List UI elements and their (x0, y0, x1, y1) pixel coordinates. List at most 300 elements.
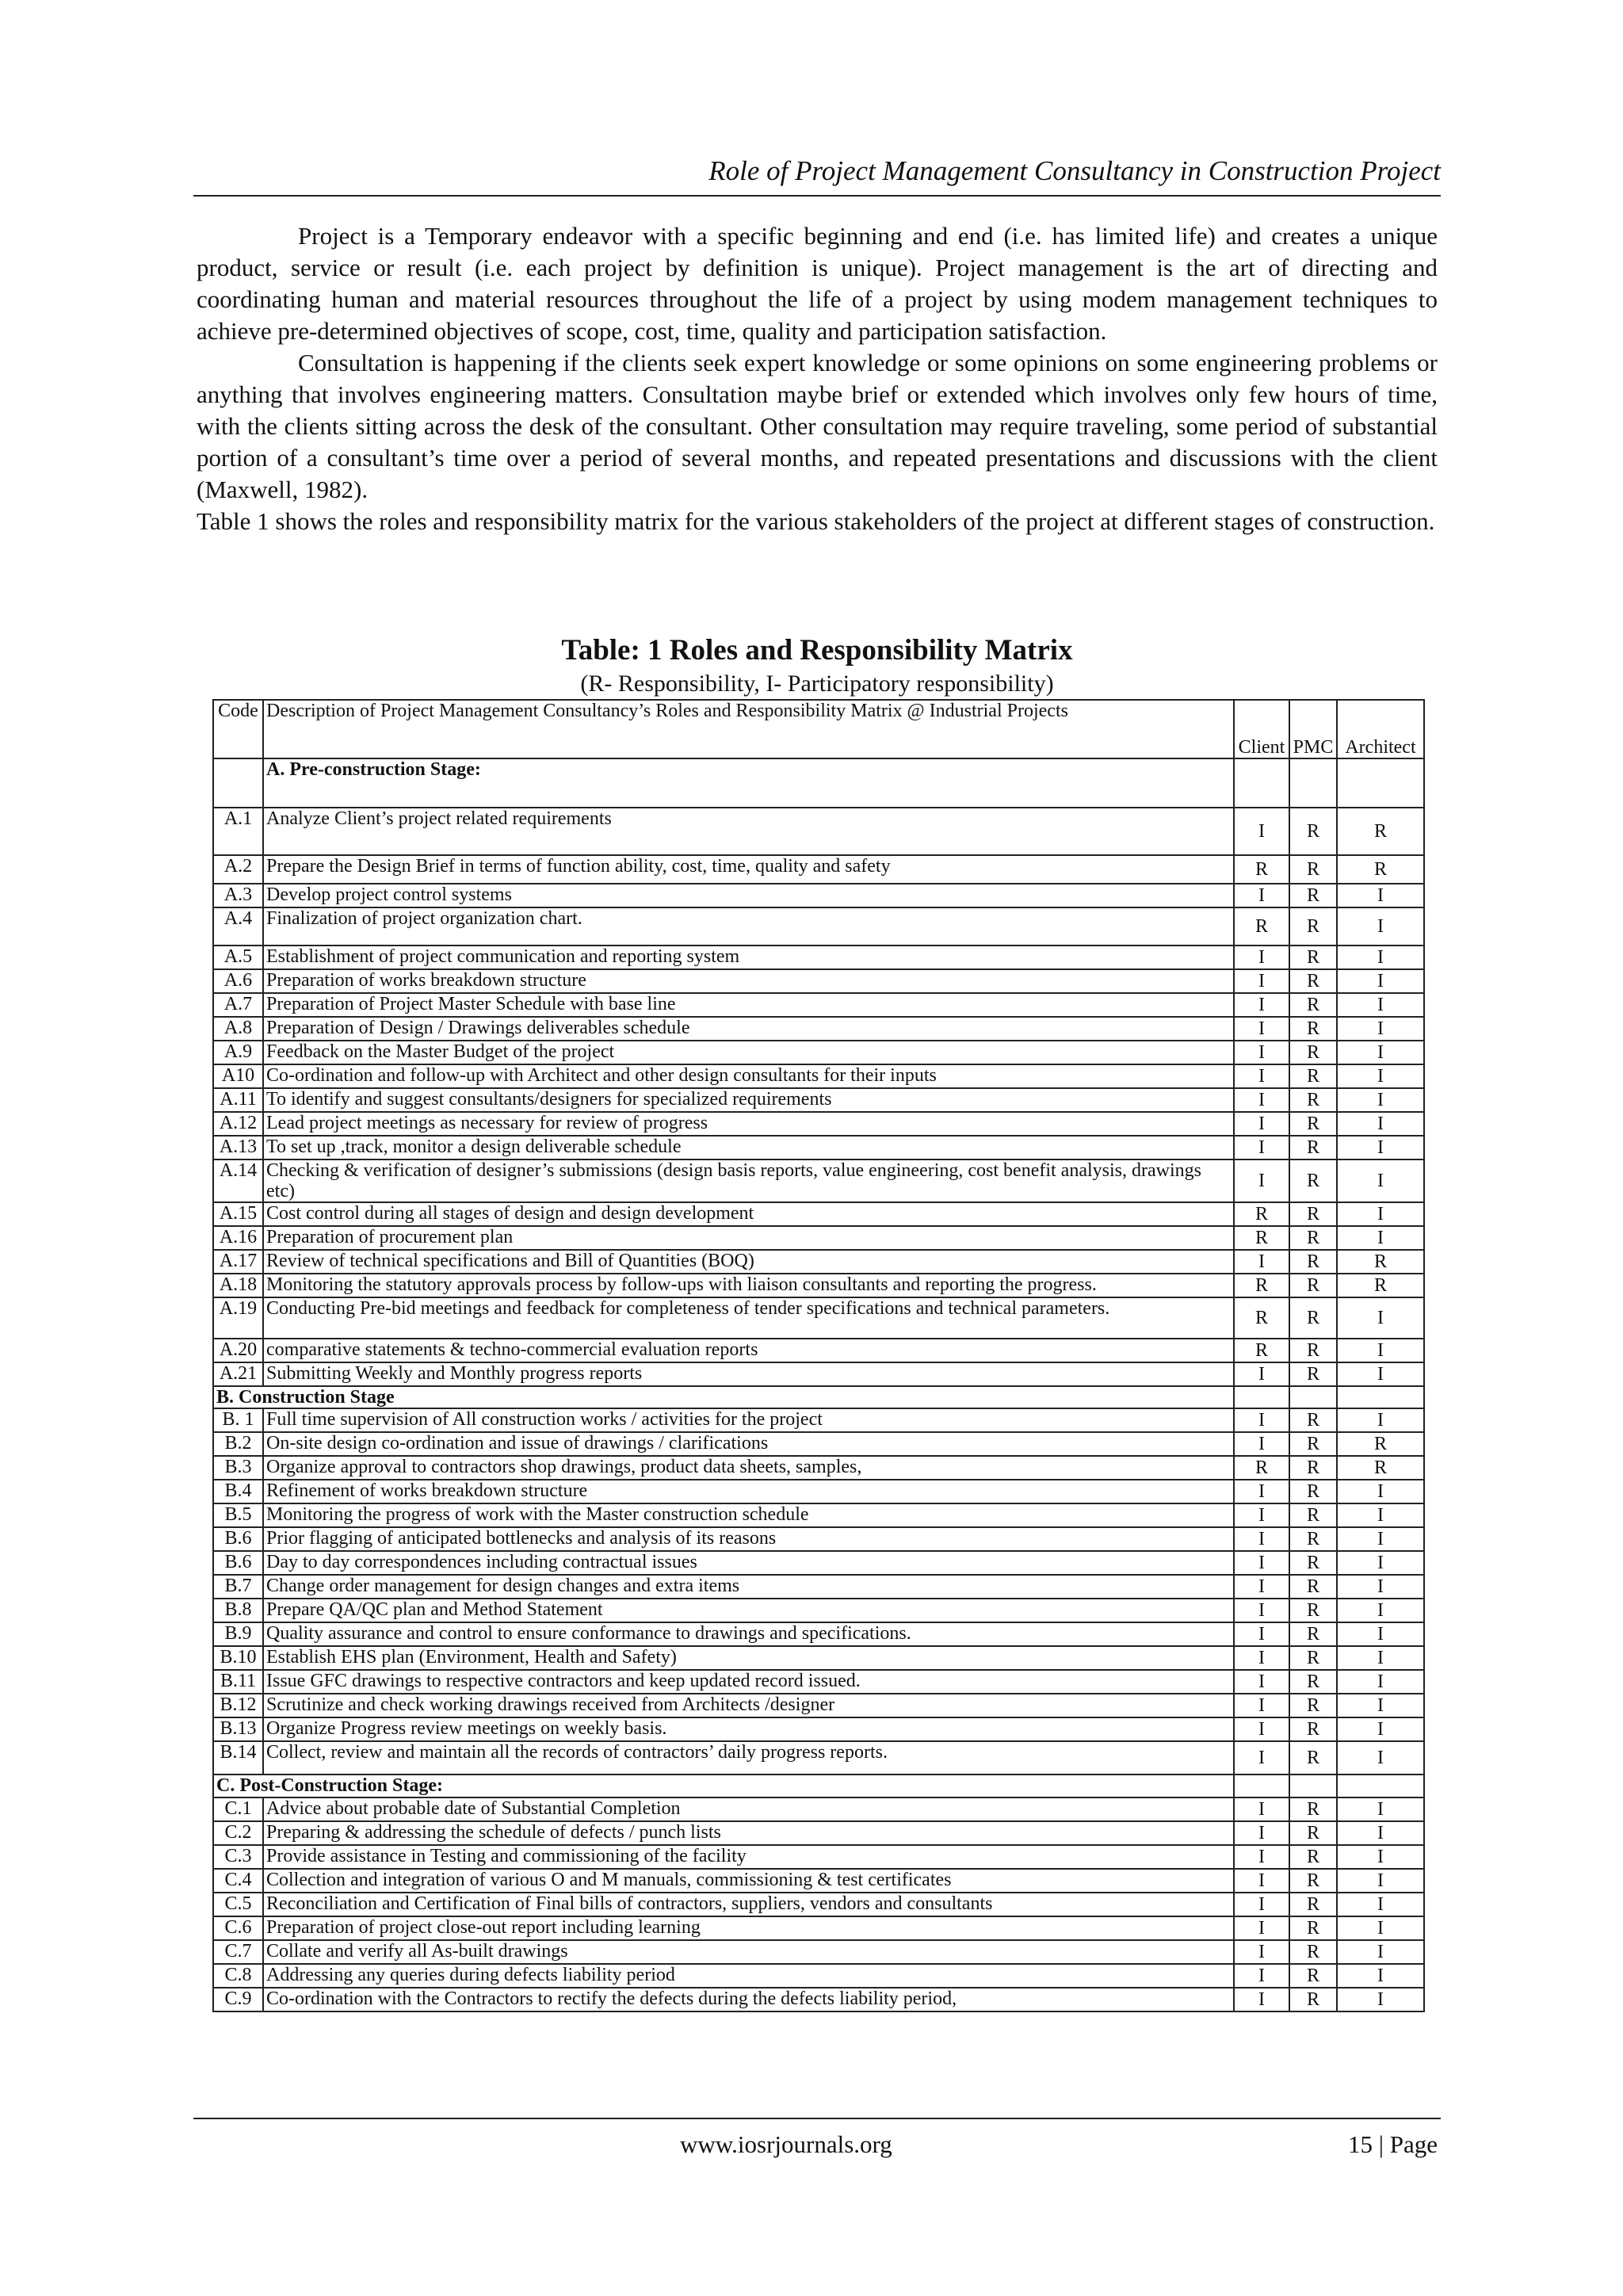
row-pmc: R (1289, 1274, 1337, 1297)
row-architect: I (1337, 946, 1424, 969)
table-row (213, 1503, 1424, 1527)
row-code: A.9 (213, 1041, 263, 1064)
row-pmc: R (1289, 1297, 1337, 1339)
table-row (213, 808, 1424, 855)
row-pmc: R (1289, 1088, 1337, 1112)
row-client: I (1234, 1408, 1289, 1432)
table-row (213, 1339, 1424, 1362)
row-architect: I (1337, 1112, 1424, 1136)
row-description: Preparation of Design / Drawings deliverables schedule (263, 1017, 1234, 1041)
stage-pmc-cell (1289, 758, 1337, 808)
row-client: R (1234, 855, 1289, 884)
row-description: Scrutinize and check working drawings received from Architects /designer (263, 1694, 1234, 1717)
row-description: Monitoring the progress of work with the Master construction schedule (263, 1503, 1234, 1527)
table-row (213, 993, 1424, 1017)
row-architect: I (1337, 1041, 1424, 1064)
row-pmc: R (1289, 1017, 1337, 1041)
stage-pmc-cell (1289, 1386, 1337, 1408)
table-row (213, 1432, 1424, 1456)
row-pmc: R (1289, 1670, 1337, 1694)
row-code: A.14 (213, 1159, 263, 1202)
row-description: Establishment of project communication and reporting system (263, 946, 1234, 969)
stage-label: B. Construction Stage (213, 1386, 1234, 1408)
row-description: Lead project meetings as necessary for review of progress (263, 1112, 1234, 1136)
row-architect: I (1337, 969, 1424, 993)
row-pmc: R (1289, 969, 1337, 993)
row-description: Provide assistance in Testing and commissioning of the facility (263, 1845, 1234, 1869)
footer-page-number: 15 | Page (1348, 2130, 1438, 2158)
row-code: B.6 (213, 1527, 263, 1551)
row-code: C.6 (213, 1916, 263, 1940)
roles-responsibility-table (212, 699, 1425, 2012)
row-pmc: R (1289, 1064, 1337, 1088)
row-architect: I (1337, 1622, 1424, 1646)
row-architect: I (1337, 1869, 1424, 1893)
table-row (213, 1480, 1424, 1503)
row-architect: I (1337, 1599, 1424, 1622)
row-pmc: R (1289, 1940, 1337, 1964)
row-code: B.7 (213, 1575, 263, 1599)
row-pmc: R (1289, 1575, 1337, 1599)
row-code: B.5 (213, 1503, 263, 1527)
row-code: A.12 (213, 1112, 263, 1136)
row-pmc: R (1289, 1964, 1337, 1988)
row-client: I (1234, 1480, 1289, 1503)
row-client: I (1234, 1503, 1289, 1527)
row-client: R (1234, 1202, 1289, 1226)
row-description: Review of technical specifications and Bill of Quantities (BOQ) (263, 1250, 1234, 1274)
row-code: A.15 (213, 1202, 263, 1226)
stage-architect-cell (1337, 1775, 1424, 1797)
row-description: On-site design co-ordination and issue of drawings / clarifications (263, 1432, 1234, 1456)
row-code: A.11 (213, 1088, 263, 1112)
row-code: A.18 (213, 1274, 263, 1297)
row-architect: I (1337, 1088, 1424, 1112)
row-description: comparative statements & techno-commercial evaluation reports (263, 1339, 1234, 1362)
header-architect: Architect (1337, 700, 1424, 758)
row-architect: I (1337, 884, 1424, 907)
row-client: I (1234, 1250, 1289, 1274)
row-pmc: R (1289, 1646, 1337, 1670)
row-architect: I (1337, 1646, 1424, 1670)
stage-code-cell (213, 758, 263, 808)
table-row (213, 1250, 1424, 1274)
row-description: Collate and verify all As-built drawings (263, 1940, 1234, 1964)
row-client: I (1234, 1869, 1289, 1893)
row-client: I (1234, 1893, 1289, 1916)
row-client: I (1234, 1988, 1289, 2011)
row-client: I (1234, 1797, 1289, 1821)
row-pmc: R (1289, 1622, 1337, 1646)
row-code: A.19 (213, 1297, 263, 1339)
row-architect: I (1337, 1339, 1424, 1362)
row-pmc: R (1289, 1988, 1337, 2011)
row-code: B.12 (213, 1694, 263, 1717)
row-client: R (1234, 1226, 1289, 1250)
row-description: Monitoring the statutory approvals process by follow-ups with liaison consultants and reporting the progress. (263, 1274, 1234, 1297)
row-code: A.2 (213, 855, 263, 884)
row-pmc: R (1289, 1339, 1337, 1362)
row-pmc: R (1289, 1503, 1337, 1527)
row-architect: I (1337, 1717, 1424, 1741)
table-row (213, 1551, 1424, 1575)
table-row (213, 1869, 1424, 1893)
row-description: To identify and suggest consultants/designers for specialized requirements (263, 1088, 1234, 1112)
header-pmc: PMC (1289, 700, 1337, 758)
row-code: C.7 (213, 1940, 263, 1964)
row-code: C.8 (213, 1964, 263, 1988)
stage-row (213, 758, 1424, 808)
row-architect: I (1337, 1694, 1424, 1717)
table-row (213, 1041, 1424, 1064)
table-row (213, 1226, 1424, 1250)
row-client: I (1234, 1599, 1289, 1622)
running-header: Role of Project Management Consultancy in Construction Project (193, 151, 1441, 197)
row-client: I (1234, 969, 1289, 993)
row-code: B. 1 (213, 1408, 263, 1432)
row-client: I (1234, 1432, 1289, 1456)
row-code: B.10 (213, 1646, 263, 1670)
table-row (213, 946, 1424, 969)
row-code: A.5 (213, 946, 263, 969)
row-code: C.4 (213, 1869, 263, 1893)
row-code: B.11 (213, 1670, 263, 1694)
row-client: I (1234, 1741, 1289, 1775)
row-client: I (1234, 1527, 1289, 1551)
row-architect: I (1337, 1202, 1424, 1226)
row-client: I (1234, 1717, 1289, 1741)
row-pmc: R (1289, 855, 1337, 884)
row-pmc: R (1289, 1821, 1337, 1845)
row-description: Preparation of Project Master Schedule with base line (263, 993, 1234, 1017)
row-pmc: R (1289, 1159, 1337, 1202)
header-client: Client (1234, 700, 1289, 758)
row-code: C.5 (213, 1893, 263, 1916)
row-description: Submitting Weekly and Monthly progress reports (263, 1362, 1234, 1386)
row-pmc: R (1289, 884, 1337, 907)
row-architect: I (1337, 1988, 1424, 2011)
row-description: Prepare the Design Brief in terms of function ability, cost, time, quality and safety (263, 855, 1234, 884)
row-client: I (1234, 1646, 1289, 1670)
paragraph-consultation: Consultation is happening if the clients seek expert knowledge or some opinions on some engineering problems or anything that involves engineering matters. Consultation maybe brief or extended which involves only few hours of time, with the clients sitting across the desk of the consultant. Other consultation may require traveling, some period of substantial portion of a consultant’s time over a period of several months, and repeated presentations and discussions with the client (Maxwell, 1982). (197, 349, 1438, 503)
paragraph-table-intro: Table 1 shows the roles and responsibility matrix for the various stakeholders of the project at different stages of construction. (197, 507, 1435, 535)
table-row (213, 1136, 1424, 1159)
row-client: I (1234, 1845, 1289, 1869)
row-pmc: R (1289, 1202, 1337, 1226)
paragraph-project-definition: Project is a Temporary endeavor with a specific beginning and end (i.e. has limited life) and creates a unique product, service or result (i.e. each project by definition is unique). Project management is the art of directing and coordinating human and material resources throughout the life of a project by using modem management techniques to achieve pre-determined objectives of scope, cost, time, quality and participation satisfaction. (197, 222, 1438, 345)
table-row (213, 1599, 1424, 1622)
footer-rule (193, 2118, 1441, 2119)
row-code: A.4 (213, 907, 263, 946)
table-row (213, 1670, 1424, 1694)
table-row (213, 884, 1424, 907)
row-client: I (1234, 1964, 1289, 1988)
table-row (213, 1845, 1424, 1869)
row-client: I (1234, 1551, 1289, 1575)
row-pmc: R (1289, 1797, 1337, 1821)
table-row (213, 1646, 1424, 1670)
row-description: Checking & verification of designer’s submissions (design basis reports, value engineering, cost benefit analysis, drawings etc) (263, 1159, 1234, 1202)
stage-pmc-cell (1289, 1775, 1337, 1797)
row-architect: I (1337, 1821, 1424, 1845)
table-row (213, 969, 1424, 993)
row-pmc: R (1289, 1226, 1337, 1250)
row-client: I (1234, 1622, 1289, 1646)
row-pmc: R (1289, 1136, 1337, 1159)
row-code: A.20 (213, 1339, 263, 1362)
row-code: B.8 (213, 1599, 263, 1622)
row-client: I (1234, 1088, 1289, 1112)
row-architect: I (1337, 1551, 1424, 1575)
row-code: A.21 (213, 1362, 263, 1386)
row-architect: R (1337, 1432, 1424, 1456)
row-code: C.9 (213, 1988, 263, 2011)
table-title: Table: 1 Roles and Responsibility Matrix (561, 634, 1073, 667)
row-architect: R (1337, 1456, 1424, 1480)
row-description: Full time supervision of All construction works / activities for the project (263, 1408, 1234, 1432)
table-row (213, 1527, 1424, 1551)
row-pmc: R (1289, 1845, 1337, 1869)
row-description: Day to day correspondences including contractual issues (263, 1551, 1234, 1575)
stage-label: A. Pre-construction Stage: (263, 758, 1234, 808)
row-code: A.17 (213, 1250, 263, 1274)
row-code: B.13 (213, 1717, 263, 1741)
header-description: Description of Project Management Consultancy’s Roles and Responsibility Matrix @ Industrial Projects (263, 700, 1234, 758)
row-client: I (1234, 1575, 1289, 1599)
row-code: A.8 (213, 1017, 263, 1041)
table-row (213, 1456, 1424, 1480)
row-pmc: R (1289, 1362, 1337, 1386)
row-architect: I (1337, 1670, 1424, 1694)
row-description: Establish EHS plan (Environment, Health and Safety) (263, 1646, 1234, 1670)
stage-architect-cell (1337, 1386, 1424, 1408)
body-text (197, 220, 1438, 537)
row-architect: R (1337, 1274, 1424, 1297)
row-description: Cost control during all stages of design and design development (263, 1202, 1234, 1226)
row-architect: I (1337, 1408, 1424, 1432)
table-row (213, 1202, 1424, 1226)
row-client: I (1234, 1916, 1289, 1940)
row-architect: R (1337, 855, 1424, 884)
table-row (213, 1575, 1424, 1599)
table-row (213, 1717, 1424, 1741)
table-row (213, 1088, 1424, 1112)
table-row (213, 1893, 1424, 1916)
stage-row (213, 1386, 1424, 1408)
row-description: Preparation of project close-out report including learning (263, 1916, 1234, 1940)
row-pmc: R (1289, 1869, 1337, 1893)
row-client: I (1234, 1064, 1289, 1088)
row-architect: I (1337, 1741, 1424, 1775)
row-code: A.6 (213, 969, 263, 993)
row-architect: I (1337, 1064, 1424, 1088)
row-pmc: R (1289, 1112, 1337, 1136)
table-row (213, 1362, 1424, 1386)
row-code: C.1 (213, 1797, 263, 1821)
row-description: Organize approval to contractors shop drawings, product data sheets, samples, (263, 1456, 1234, 1480)
row-client: R (1234, 1339, 1289, 1362)
row-description: Organize Progress review meetings on weekly basis. (263, 1717, 1234, 1741)
row-architect: I (1337, 1017, 1424, 1041)
row-client: I (1234, 1694, 1289, 1717)
row-description: Collect, review and maintain all the records of contractors’ daily progress reports. (263, 1741, 1234, 1775)
row-pmc: R (1289, 1250, 1337, 1274)
row-description: Develop project control systems (263, 884, 1234, 907)
table-row (213, 1988, 1424, 2011)
row-pmc: R (1289, 1916, 1337, 1940)
table-row (213, 907, 1424, 946)
row-client: R (1234, 1274, 1289, 1297)
row-architect: I (1337, 907, 1424, 946)
row-description: Co-ordination and follow-up with Architect and other design consultants for their inputs (263, 1064, 1234, 1088)
row-code: A.7 (213, 993, 263, 1017)
row-pmc: R (1289, 1456, 1337, 1480)
row-description: Prior flagging of anticipated bottlenecks and analysis of its reasons (263, 1527, 1234, 1551)
row-code: B.14 (213, 1741, 263, 1775)
stage-row (213, 1775, 1424, 1797)
row-pmc: R (1289, 1694, 1337, 1717)
row-client: R (1234, 907, 1289, 946)
row-client: I (1234, 1670, 1289, 1694)
table-row (213, 1940, 1424, 1964)
row-pmc: R (1289, 946, 1337, 969)
row-code: C.2 (213, 1821, 263, 1845)
row-description: Refinement of works breakdown structure (263, 1480, 1234, 1503)
row-pmc: R (1289, 993, 1337, 1017)
row-code: A.1 (213, 808, 263, 855)
row-pmc: R (1289, 1717, 1337, 1741)
row-description: Issue GFC drawings to respective contractors and keep updated record issued. (263, 1670, 1234, 1694)
row-description: Preparing & addressing the schedule of defects / punch lists (263, 1821, 1234, 1845)
row-client: I (1234, 993, 1289, 1017)
row-pmc: R (1289, 1432, 1337, 1456)
table-row (213, 1159, 1424, 1202)
row-architect: I (1337, 1503, 1424, 1527)
stage-client-cell (1234, 1775, 1289, 1797)
row-description: Co-ordination with the Contractors to rectify the defects during the defects liability period, (263, 1988, 1234, 2011)
row-client: I (1234, 1159, 1289, 1202)
row-description: To set up ,track, monitor a design deliverable schedule (263, 1136, 1234, 1159)
stage-architect-cell (1337, 758, 1424, 808)
table-body (213, 700, 1424, 2011)
table-row (213, 1797, 1424, 1821)
row-architect: I (1337, 1940, 1424, 1964)
row-code: B.6 (213, 1551, 263, 1575)
row-pmc: R (1289, 1741, 1337, 1775)
row-client: I (1234, 1041, 1289, 1064)
row-architect: I (1337, 1845, 1424, 1869)
table-row (213, 1622, 1424, 1646)
row-description: Prepare QA/QC plan and Method Statement (263, 1599, 1234, 1622)
row-pmc: R (1289, 1527, 1337, 1551)
row-code: C.3 (213, 1845, 263, 1869)
row-code: A.13 (213, 1136, 263, 1159)
table-row (213, 855, 1424, 884)
row-architect: I (1337, 1964, 1424, 1988)
row-pmc: R (1289, 907, 1337, 946)
row-pmc: R (1289, 1041, 1337, 1064)
row-architect: I (1337, 1916, 1424, 1940)
row-client: I (1234, 1136, 1289, 1159)
row-client: I (1234, 1821, 1289, 1845)
row-code: B.9 (213, 1622, 263, 1646)
row-architect: I (1337, 1297, 1424, 1339)
row-description: Conducting Pre-bid meetings and feedback for completeness of tender specifications and technical parameters. (263, 1297, 1234, 1339)
row-architect: I (1337, 1226, 1424, 1250)
row-code: B.3 (213, 1456, 263, 1480)
row-client: I (1234, 1017, 1289, 1041)
row-client: I (1234, 808, 1289, 855)
row-client: I (1234, 884, 1289, 907)
table-row (213, 1741, 1424, 1775)
row-description: Preparation of works breakdown structure (263, 969, 1234, 993)
row-code: B.4 (213, 1480, 263, 1503)
table-row (213, 1274, 1424, 1297)
table-row (213, 1064, 1424, 1088)
header-code: Code (213, 700, 263, 758)
row-description: Finalization of project organization chart. (263, 907, 1234, 946)
table-row (213, 1964, 1424, 1988)
row-architect: I (1337, 1797, 1424, 1821)
row-code: B.2 (213, 1432, 263, 1456)
stage-client-cell (1234, 1386, 1289, 1408)
row-client: R (1234, 1297, 1289, 1339)
row-code: A.3 (213, 884, 263, 907)
row-client: I (1234, 1362, 1289, 1386)
row-client: I (1234, 1112, 1289, 1136)
row-description: Collection and integration of various O and M manuals, commissioning & test certificates (263, 1869, 1234, 1893)
table-row (213, 1821, 1424, 1845)
row-code: A10 (213, 1064, 263, 1088)
row-description: Change order management for design changes and extra items (263, 1575, 1234, 1599)
footer-site: www.iosrjournals.org (680, 2130, 892, 2158)
row-pmc: R (1289, 808, 1337, 855)
stage-label: C. Post-Construction Stage: (213, 1775, 1234, 1797)
row-architect: I (1337, 1527, 1424, 1551)
row-architect: I (1337, 1893, 1424, 1916)
row-code: A.16 (213, 1226, 263, 1250)
table-row (213, 1017, 1424, 1041)
row-architect: I (1337, 1575, 1424, 1599)
table-row (213, 1694, 1424, 1717)
row-description: Reconciliation and Certification of Final bills of contractors, suppliers, vendors and consultants (263, 1893, 1234, 1916)
table-subtitle: (R- Responsibility, I- Participatory responsibility) (580, 670, 1054, 697)
row-architect: I (1337, 1159, 1424, 1202)
table-row (213, 1408, 1424, 1432)
row-client: I (1234, 1940, 1289, 1964)
row-architect: I (1337, 1362, 1424, 1386)
row-pmc: R (1289, 1599, 1337, 1622)
row-description: Analyze Client’s project related requirements (263, 808, 1234, 855)
row-pmc: R (1289, 1893, 1337, 1916)
row-pmc: R (1289, 1551, 1337, 1575)
row-description: Addressing any queries during defects liability period (263, 1964, 1234, 1988)
row-description: Preparation of procurement plan (263, 1226, 1234, 1250)
row-pmc: R (1289, 1480, 1337, 1503)
row-pmc: R (1289, 1408, 1337, 1432)
row-description: Quality assurance and control to ensure conformance to drawings and specifications. (263, 1622, 1234, 1646)
row-client: R (1234, 1456, 1289, 1480)
table-row (213, 1916, 1424, 1940)
row-client: I (1234, 946, 1289, 969)
table-row (213, 1297, 1424, 1339)
row-architect: I (1337, 993, 1424, 1017)
row-architect: I (1337, 1136, 1424, 1159)
row-description: Advice about probable date of Substantial Completion (263, 1797, 1234, 1821)
row-architect: I (1337, 1480, 1424, 1503)
stage-client-cell (1234, 758, 1289, 808)
row-architect: R (1337, 1250, 1424, 1274)
